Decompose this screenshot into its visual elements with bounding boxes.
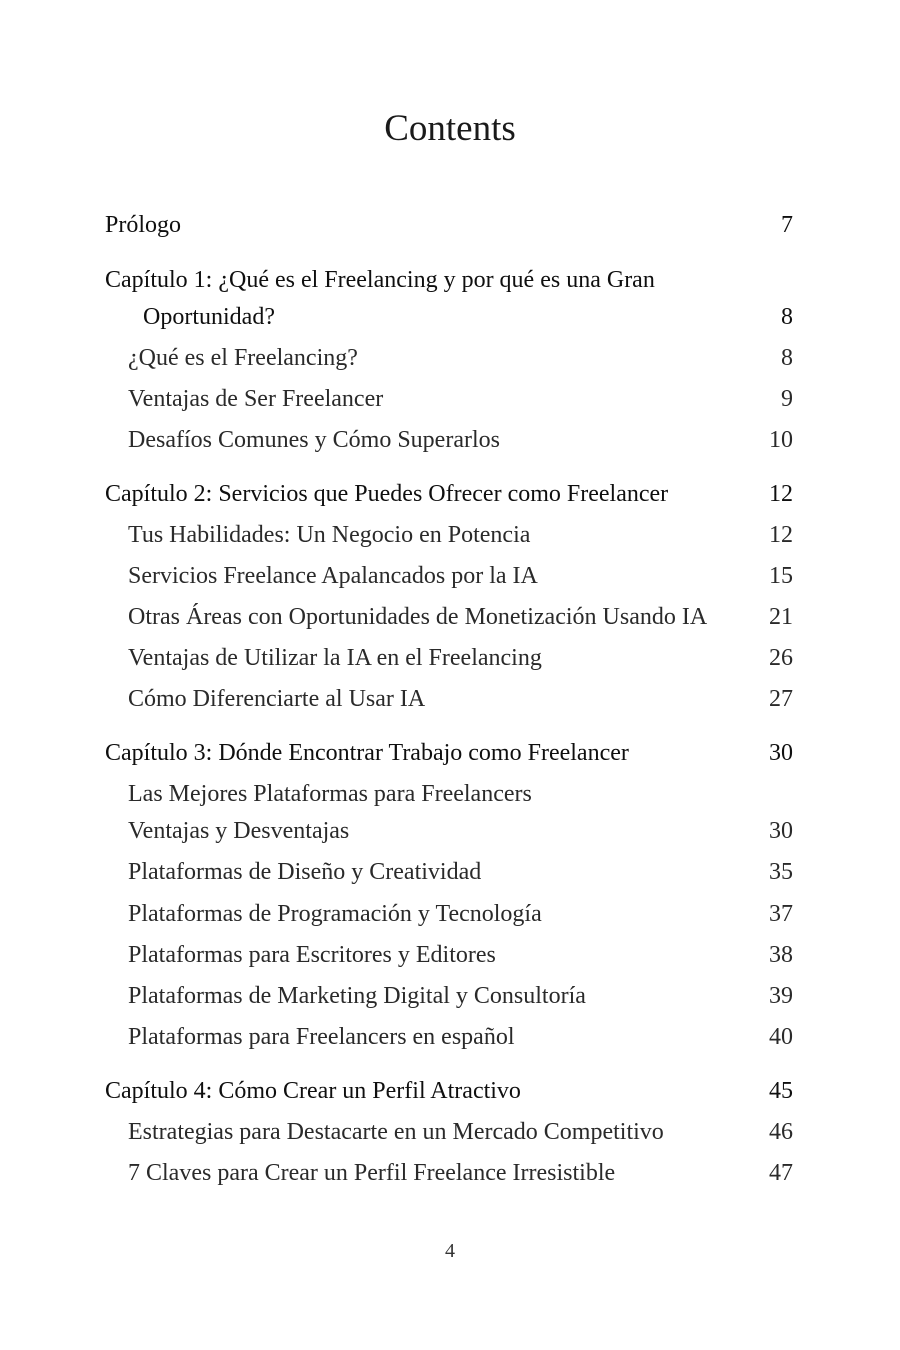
toc-page-section: 10 <box>769 427 793 453</box>
toc-page-prologo: 7 <box>781 212 793 238</box>
toc-entry-section[interactable]: ¿Qué es el Freelancing? <box>128 345 358 371</box>
toc-entry-section[interactable]: Plataformas de Diseño y Creatividad <box>128 859 482 885</box>
toc-entry-section[interactable]: Tus Habilidades: Un Negocio en Potencia <box>128 522 531 548</box>
toc-page-section: 12 <box>769 522 793 548</box>
toc-entry-section[interactable]: Otras Áreas con Oportunidades de Monetización Usando IA <box>128 604 708 630</box>
toc-entry-section[interactable]: Cómo Diferenciarte al Usar IA <box>128 686 426 712</box>
contents-title: Contents <box>384 108 516 149</box>
toc-page-section: 30 <box>769 818 793 844</box>
toc-entry-chapter-1[interactable]: Capítulo 1: ¿Qué es el Freelancing y por qué es una Gran <box>105 267 655 293</box>
toc-entry-chapter-4[interactable]: Capítulo 4: Cómo Crear un Perfil Atractivo <box>105 1078 521 1104</box>
toc-entry-section[interactable]: Plataformas para Escritores y Editores <box>128 942 496 968</box>
toc-entry-section[interactable]: 7 Claves para Crear un Perfil Freelance Irresistible <box>128 1160 616 1186</box>
toc-page-chapter-4: 45 <box>769 1078 793 1104</box>
toc-page-section: 8 <box>781 345 793 371</box>
toc-entry-section[interactable]: Estrategias para Destacarte en un Mercado Competitivo <box>128 1119 664 1145</box>
toc-entry-chapter-1-cont[interactable]: Oportunidad? <box>143 304 275 330</box>
toc-page-section: 37 <box>769 901 793 927</box>
toc-page-section: 26 <box>769 645 793 671</box>
toc-entry-section[interactable]: Plataformas de Marketing Digital y Consultoría <box>128 983 586 1009</box>
toc-entry-section[interactable]: Las Mejores Plataformas para Freelancers <box>128 781 532 807</box>
toc-page-section: 40 <box>769 1024 793 1050</box>
page-number: 4 <box>445 1240 455 1262</box>
toc-page-section: 15 <box>769 563 793 589</box>
toc-entry-prologo[interactable]: Prólogo <box>105 212 182 238</box>
toc-page-chapter-2: 12 <box>769 481 793 507</box>
toc-page-section: 47 <box>769 1160 793 1186</box>
toc-page-section: 27 <box>769 686 793 712</box>
toc-page-section: 9 <box>781 386 793 412</box>
toc-page-section: 21 <box>769 604 793 630</box>
toc-page-chapter-1: 8 <box>781 304 793 330</box>
toc-entry-section[interactable]: Desafíos Comunes y Cómo Superarlos <box>128 427 500 453</box>
toc-entry-section[interactable]: Ventajas de Ser Freelancer <box>128 386 384 412</box>
toc-page-section: 35 <box>769 859 793 885</box>
toc-page-section: 46 <box>769 1119 793 1145</box>
toc-entry-section-cont[interactable]: Ventajas y Desventajas <box>128 818 350 844</box>
toc-page-chapter-3: 30 <box>769 740 793 766</box>
toc-page-section: 38 <box>769 942 793 968</box>
toc-entry-section[interactable]: Plataformas de Programación y Tecnología <box>128 901 542 927</box>
toc-page-section: 39 <box>769 983 793 1009</box>
toc-entry-chapter-3[interactable]: Capítulo 3: Dónde Encontrar Trabajo como Freelancer <box>105 740 629 766</box>
toc-entry-section[interactable]: Servicios Freelance Apalancados por la IA <box>128 563 538 589</box>
toc-entry-section[interactable]: Plataformas para Freelancers en español <box>128 1024 515 1050</box>
toc-entry-section[interactable]: Ventajas de Utilizar la IA en el Freelancing <box>128 645 542 671</box>
toc-entry-chapter-2[interactable]: Capítulo 2: Servicios que Puedes Ofrecer como Freelancer <box>105 481 669 507</box>
